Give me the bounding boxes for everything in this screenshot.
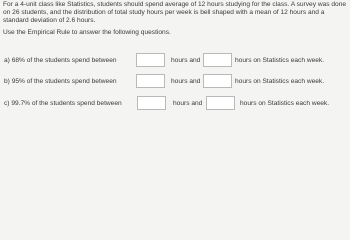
question-c-suffix: hours on Statistics each week. (240, 100, 330, 107)
problem-instruction: Use the Empirical Rule to answer the following questions. (3, 29, 171, 36)
question-b-upper-input[interactable] (203, 74, 232, 88)
question-b-row (0, 74, 350, 90)
question-c-row (0, 96, 350, 112)
question-a-label: a) 68% of the students spend between (4, 57, 117, 64)
question-a-row (0, 53, 350, 69)
question-a-between-label: hours and (171, 57, 201, 64)
question-b-suffix: hours on Statistics each week. (235, 78, 325, 85)
question-b-between-label: hours and (171, 78, 201, 85)
question-c-upper-input[interactable] (206, 96, 235, 110)
question-a-upper-input[interactable] (203, 53, 232, 67)
question-a-suffix: hours on Statistics each week. (235, 57, 325, 64)
question-c-between-label: hours and (173, 100, 203, 107)
question-b-lower-input[interactable] (136, 74, 165, 88)
question-a-lower-input[interactable] (136, 53, 165, 67)
question-c-lower-input[interactable] (137, 96, 166, 110)
problem-intro: For a 4-unit class like Statistics, students should spend average of 12 hours studying for the class. A survey was done on 26 students, and the distribution of total study hours per week is bell shaped with a mean of 12 hours and a standard deviation of 2.6 hours. (3, 1, 347, 24)
question-b-label: b) 95% of the students spend between (4, 78, 117, 85)
question-c-label: c) 99.7% of the students spend between (4, 100, 122, 107)
